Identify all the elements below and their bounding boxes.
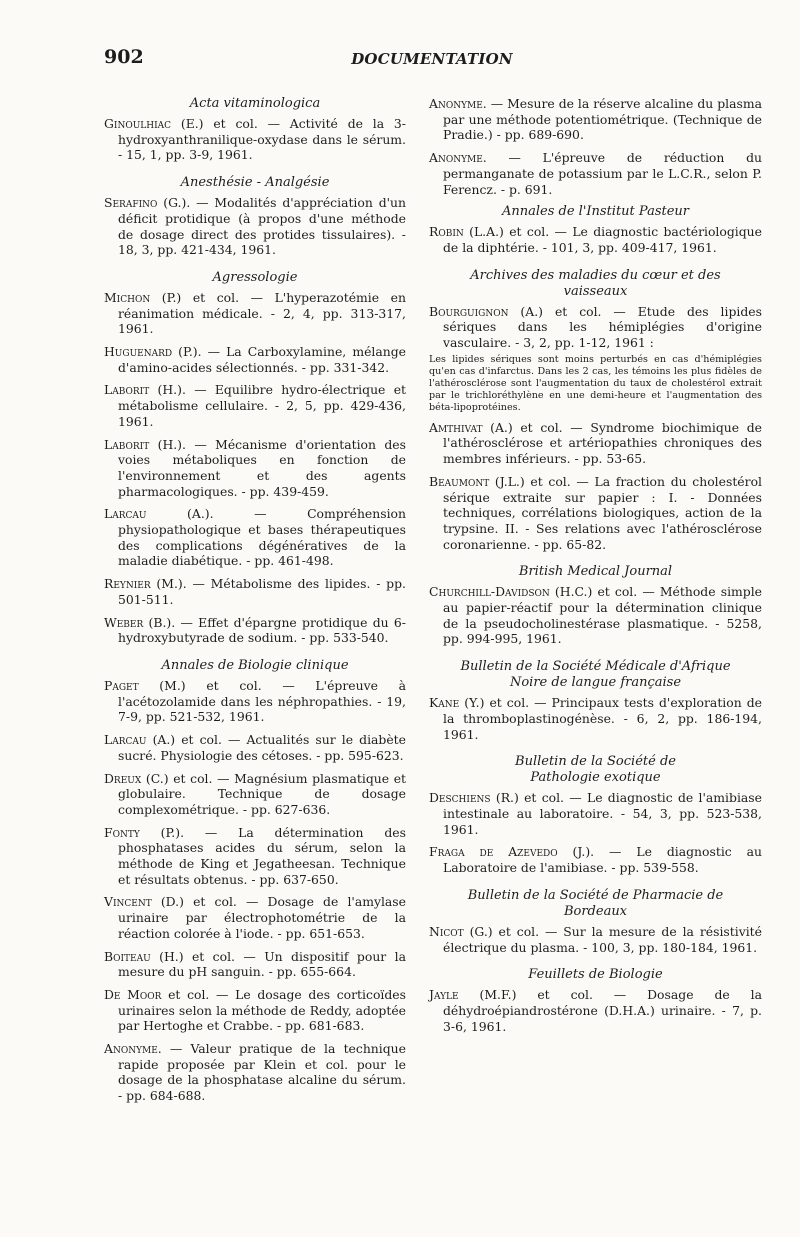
entry-author: Robin (L.A.) bbox=[429, 224, 504, 240]
bibliography-entry bbox=[429, 474, 762, 553]
section-title: Archives des maladies du cœur et des vaisseaux bbox=[470, 267, 721, 299]
bibliography-entry bbox=[104, 678, 406, 725]
entry-author: Michon (P.) bbox=[104, 289, 182, 305]
entry-text: — Le diagnostic au Laboratoire de l'amibiase. - pp. 539-558. bbox=[443, 844, 763, 876]
entry-text: et col. — Syndrome biochimique de l'athérosclérose et artériopathies chroniques des membres inférieurs. - pp. 53-65. bbox=[443, 419, 762, 467]
entry-author: Larcau (A.) bbox=[104, 732, 176, 748]
entry-author: Deschiens (R.) bbox=[429, 790, 519, 806]
entry-author: Vincent (D.) bbox=[104, 894, 184, 910]
bibliography-entry bbox=[429, 987, 762, 1034]
bibliography-entry bbox=[104, 949, 406, 980]
entry-author: Laborit (H.). bbox=[104, 436, 186, 452]
entry-author: Anonyme. bbox=[429, 150, 487, 166]
bibliography-entry bbox=[104, 506, 406, 569]
entry-text: — L'épreuve de réduction du permanganate de potassium par le L.C.R., selon P. Ferencz. - p. 691. bbox=[443, 150, 762, 197]
entry-text: et col. — Dosage de l'amylase urinaire par électrophotométrie de la réaction colorée à l'iode. - pp. 651-653. bbox=[118, 894, 406, 941]
entry-text: — Compréhension physiopathologique et bases thérapeutiques des complications dégénératives de la maladie diabétique. - pp. 461-498. bbox=[118, 506, 406, 569]
section-title: Bulletin de la Société de Pharmacie de Bordeaux bbox=[467, 887, 724, 919]
bibliography-entry bbox=[429, 844, 762, 875]
entry-text: — Equilibre hydro-électrique et métabolisme cellulaire. - 2, 5, pp. 429-436, 1961. bbox=[118, 382, 407, 429]
running-title: DOCUMENTATION bbox=[351, 50, 513, 68]
entry-author: Fonty (P.). bbox=[104, 824, 185, 840]
bibliography-entry bbox=[429, 695, 762, 742]
bibliography-entry bbox=[429, 150, 762, 197]
entry-author: Jayle (M.F.) bbox=[429, 987, 517, 1003]
entry-author: Churchill-Davidson (H.C.) bbox=[429, 584, 593, 600]
bibliography-entry bbox=[104, 987, 406, 1034]
entry-text: — Mesure de la réserve alcaline du plasma par une méthode potentiométrique. (Technique de Pradie.) - pp. 689-690. bbox=[443, 96, 762, 143]
bibliography-entry bbox=[104, 894, 406, 941]
entry-text: et col. — Méthode simple au papier-réactif pour la détermination clinique de la pseudocholinestérase plasmatique. - 5258, pp. 994-995, 1961. bbox=[443, 584, 763, 647]
bibliography-entry bbox=[104, 290, 406, 337]
bibliography-entry bbox=[104, 344, 406, 375]
bibliography-entry bbox=[429, 304, 762, 351]
bibliography-entry bbox=[104, 116, 406, 163]
entry-author: Ginoulhiac (E.) bbox=[104, 116, 204, 131]
entry-text: — La Carboxylamine, mélange d'amino-acides sélectionnés. - pp. 331-342. bbox=[118, 344, 406, 375]
bibliography-entry bbox=[104, 732, 406, 763]
entry-author: Serafino (G.). bbox=[104, 195, 191, 211]
bibliography-entry bbox=[429, 584, 762, 647]
section-title: Feuillets de Biologie bbox=[528, 967, 663, 983]
bibliography-entry bbox=[104, 771, 406, 818]
entry-text: et col. — L'épreuve à l'acétozolamide dans les néphropathies. - 19, 7-9, pp. 521-532, 1961. bbox=[118, 677, 406, 725]
bibliography-entry bbox=[104, 615, 406, 646]
bibliography-entry bbox=[429, 224, 762, 255]
entry-author: Boiteau (H.) bbox=[104, 948, 184, 964]
bibliography-entry bbox=[104, 195, 406, 258]
entry-text: — Modalités d'appréciation d'un déficit protidique (à propos d'une méthode de dosage direct des protides tissulaires). - 18, 3, pp. 421-434, 1961. bbox=[118, 195, 406, 258]
entry-author: Anonyme. bbox=[429, 96, 487, 111]
abstract-note: Les lipides sériques sont moins perturbés en cas d'hémiplégies qu'en cas d'infarctus. Dans les 2 cas, les témoins les plus fidèles de l'athérosclérose sont l'augmentation du taux de cholestérol extrait par le trichloréthylène en une demi-heure et l'augmentation des béta-lipoprotéines. bbox=[429, 353, 762, 413]
entry-author: Larcau (A.). bbox=[104, 506, 214, 522]
entry-author: Dreux (C.) bbox=[104, 770, 169, 786]
entry-author: Bourguignon (A.) bbox=[429, 303, 543, 319]
bibliography-entry bbox=[429, 924, 762, 955]
entry-text: et col. — Sur la mesure de la résistivité électrique du plasma. - 100, 3, pp. 180-184, 1961. bbox=[443, 923, 762, 955]
section-title: Annales de Biologie clinique bbox=[161, 657, 349, 673]
entry-text: et col. — Etude des lipides sériques dans les hémiplégies d'origine vasculaire. - 3, 2, pp. 1-12, 1961 : bbox=[443, 303, 762, 351]
section-title: British Medical Journal bbox=[518, 564, 673, 580]
entry-text: — Mécanisme d'orientation des voies métaboliques en fonction de l'environnement et des agents pharmacologiques. - pp. 439-459. bbox=[118, 436, 406, 499]
section-title: Bulletin de la Société Médicale d'Afrique Noire de langue française bbox=[460, 659, 731, 691]
entry-author: Nicot (G.) bbox=[429, 923, 493, 939]
entry-text: et col. — Le diagnostic de l'amibiase intestinale au laboratoire. - 54, 3, pp. 523-538, 1961. bbox=[443, 790, 762, 837]
entry-text: et col. — Un dispositif pour la mesure du pH sanguin. - pp. 655-664. bbox=[118, 948, 406, 980]
entry-text: et col. — Magnésium plasmatique et globulaire. Technique de dosage complexométrique. - pp. 627-636. bbox=[118, 770, 407, 817]
page-header bbox=[104, 46, 760, 76]
entry-text: et col. — Dosage de la déhydroépiandrostérone (D.H.A.) urinaire. - 7, p. 3-6, 1961. bbox=[443, 987, 762, 1034]
entry-text: et col. — Principaux tests d'exploration de la thromboplastinogénèse. - 6, 2, pp. 186-194, 1961. bbox=[443, 695, 762, 742]
bibliography-entry bbox=[429, 96, 762, 143]
entry-text: et col. — Actualités sur le diabète sucré. Physiologie des cétoses. - pp. 595-623. bbox=[118, 732, 406, 763]
entry-author: Huguenard (P.). bbox=[104, 344, 202, 360]
right-column bbox=[429, 96, 762, 1041]
bibliography-entry bbox=[104, 1041, 406, 1104]
entry-author: Amthivat (A.) bbox=[429, 419, 513, 435]
entry-author: Anonyme. bbox=[104, 1041, 162, 1057]
section-title: Agressologie bbox=[212, 269, 298, 285]
entry-text: — Valeur pratique de la technique rapide proposée par Klein et col. pour le dosage de la phosphatase alcaline du sérum. - pp. 684-688. bbox=[118, 1041, 406, 1104]
entry-author: Kane (Y.) bbox=[429, 695, 485, 711]
entry-text: et col. — Activité de la 3-hydroxyanthranilique-oxydase dans le sérum. - 15, 1, pp. 3-9, 1961. bbox=[118, 116, 406, 163]
bibliography-entry bbox=[104, 382, 406, 429]
entry-author: De Moor bbox=[104, 986, 162, 1002]
section-title: Anesthésie - Analgésie bbox=[180, 175, 330, 191]
section-title: Acta vitaminologica bbox=[189, 96, 321, 111]
bibliography-entry bbox=[104, 576, 406, 607]
entry-text: — Effet d'épargne protidique du 6-hydroxybutyrade de sodium. - pp. 533-540. bbox=[118, 614, 406, 646]
entry-text: — La détermination des phosphatases acides du sérum, selon la méthode de King et Jegatheesan. Technique et résultats obtenus. - pp. 637-650. bbox=[118, 824, 406, 887]
entry-author: Paget (M.) bbox=[104, 677, 186, 693]
entry-text: et col. — Le diagnostic bactériologique de la diphtérie. - 101, 3, pp. 409-417, 1961. bbox=[443, 224, 762, 255]
entry-text: et col. — L'hyperazotémie en réanimation médicale. - 2, 4, pp. 313-317, 1961. bbox=[118, 289, 406, 337]
bibliography-entry bbox=[429, 790, 762, 837]
entry-text: et col. — Le dosage des corticoïdes urinaires selon la méthode de Reddy, adoptée par Hertoghe et Crabbe. - pp. 681-683. bbox=[118, 986, 406, 1034]
entry-text: et col. — La fraction du cholestérol sérique extraite sur papier : I. - Données techniques, corrélations biologiques, action de la trypsine. II. - Ses relations avec l'athérosclérose coronarienne. - pp. 65-82. bbox=[443, 473, 762, 552]
section-title: Bulletin de la Société de Pathologie exotique bbox=[515, 754, 676, 786]
left-column bbox=[104, 96, 406, 1111]
page-number: 902 bbox=[104, 46, 144, 68]
entry-text: — Métabolisme des lipides. - pp. 501-511. bbox=[118, 576, 406, 607]
section-title: Annales de l'Institut Pasteur bbox=[501, 204, 690, 220]
entry-author: Fraga de Azevedo (J.). bbox=[429, 844, 595, 860]
bibliography-entry bbox=[104, 437, 406, 500]
bibliography-entry bbox=[429, 420, 762, 467]
entry-author: Reynier (M.). bbox=[104, 576, 187, 592]
bibliography-entry bbox=[104, 825, 406, 888]
entry-author: Beaumont (J.L.) bbox=[429, 473, 525, 489]
entry-author: Weber (B.). bbox=[104, 614, 176, 630]
entry-author: Laborit (H.). bbox=[104, 382, 186, 398]
